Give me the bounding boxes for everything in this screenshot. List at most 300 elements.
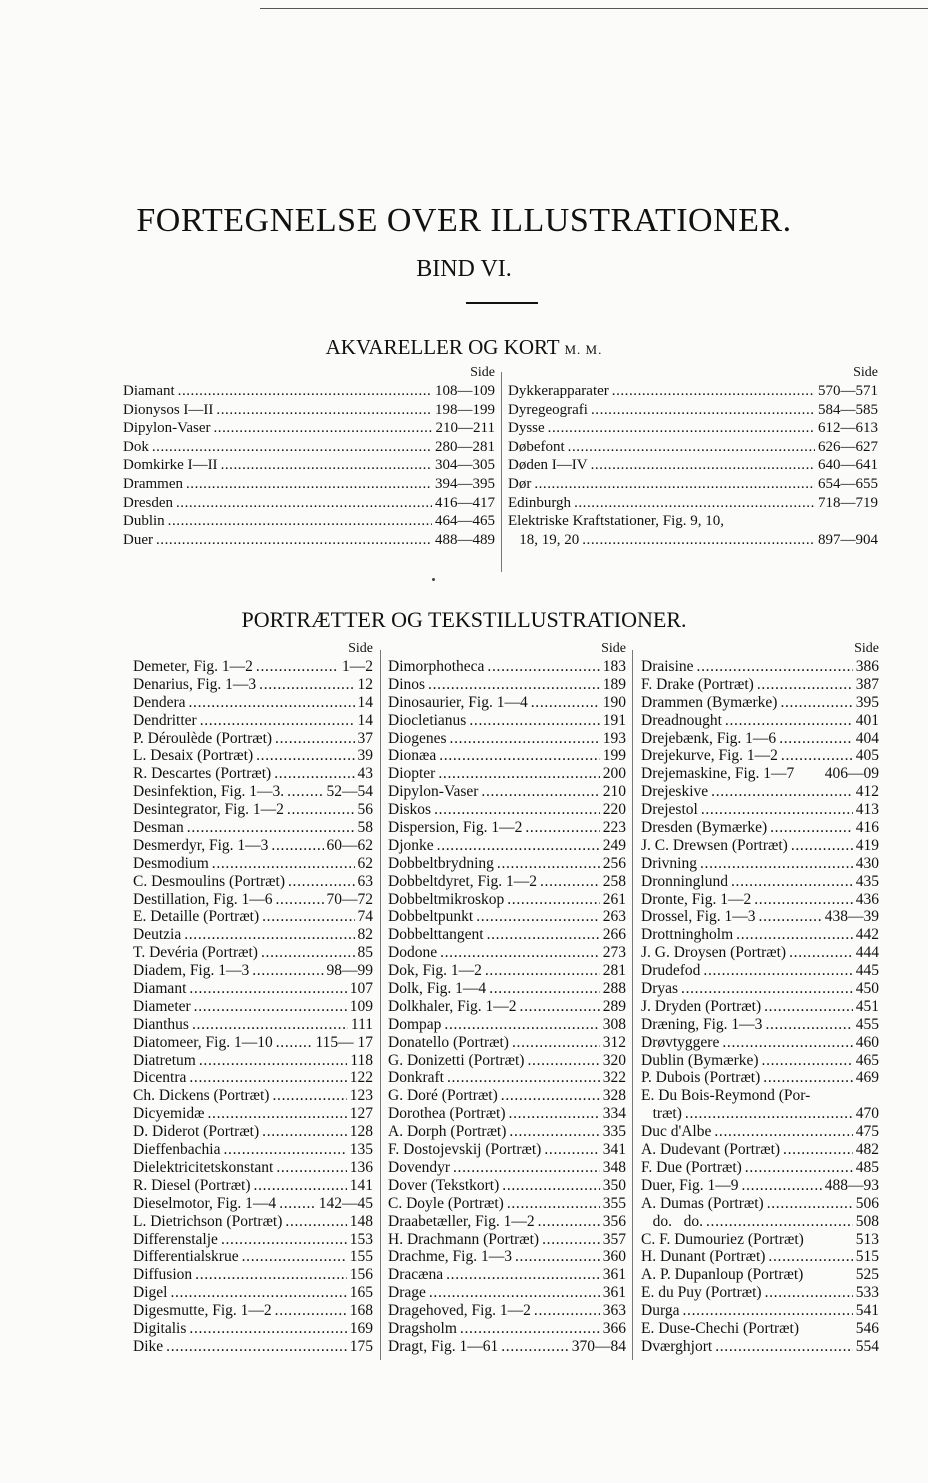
entry-name: C. F. Dumouriez (Portræt) [641,1230,804,1248]
entry-page: 412 [855,783,879,801]
entry-name: F. Dostojevskij (Portræt) [388,1141,542,1159]
dot-leader [742,1177,822,1195]
dot-leader [538,1213,600,1231]
dot-leader [574,494,815,513]
side-label: Side [348,641,373,656]
entry-page: 148 [349,1212,373,1230]
index-entry [508,401,878,420]
page-title: FORTEGNELSE OVER ILLUSTRATIONER. [136,202,792,239]
entry-page: 541 [855,1302,879,1320]
entry-page: 416 [855,819,879,837]
index-entry [133,819,373,837]
entry-name: Dionæa [388,747,437,765]
index-entry [133,1284,373,1302]
spacer [810,1087,879,1105]
index-entry [133,730,373,748]
index-entry [388,837,626,855]
index-entry [641,1016,879,1034]
entry-name: Drøvtyggere [641,1033,720,1051]
entry-page: 70—72 [326,890,373,908]
index-entry [133,783,373,801]
dot-leader [745,1159,853,1177]
dot-leader [460,1320,600,1338]
entry-page: 98—99 [326,962,373,980]
dot-leader [242,1248,347,1266]
entry-name: A. Dudevant (Portræt) [641,1141,781,1159]
dot-leader [213,419,432,438]
entry-page: 122 [349,1069,373,1087]
entry-name: C. Doyle (Portræt) [388,1194,504,1212]
entry-page: 395 [855,693,879,711]
dot-leader [768,1248,852,1266]
entry-name: D. Diderot (Portræt) [133,1123,260,1141]
dot-leader [176,494,432,513]
dot-leader [152,438,432,457]
entry-name: Duer, Fig. 1—9 [641,1176,739,1194]
dot-leader [765,1284,853,1302]
index-entry [133,747,373,765]
entry-page: 14 [357,693,373,711]
entry-page: 435 [855,872,879,890]
index-entry [641,1248,879,1266]
index-entry [133,908,373,926]
index-entry [641,1034,879,1052]
dot-leader [681,980,853,998]
entry-page: 266 [602,926,626,944]
dot-leader [544,1141,599,1159]
portraetter-heading: PORTRÆTTER OG TEKSTILLUSTRATIONER. [241,607,687,632]
dot-leader [170,1284,346,1302]
entry-page: 308 [602,1015,626,1033]
index-entry [388,730,626,748]
dot-leader [757,676,853,694]
entry-name: Dublin (Bymærke) [641,1051,759,1069]
index-entry [133,712,373,730]
dot-leader [531,694,600,712]
entry-page: 464—465 [435,513,495,530]
index-entry [641,747,879,765]
index-entry [388,765,626,783]
index-entry [388,962,626,980]
index-entry [641,908,879,926]
index-entry [123,512,495,531]
dot-leader [156,531,432,550]
entry-page: 416—417 [435,494,495,511]
index-entry [123,456,495,475]
entry-page: 74 [357,908,373,926]
entry-page: 515 [855,1248,879,1266]
column-separator [632,650,633,1360]
entry-name: Dovendyr [388,1158,450,1176]
index-entry [388,873,626,891]
index-entry [133,765,373,783]
index-entry [641,694,879,712]
entry-page: 654—655 [818,475,878,492]
entry-page: 405 [855,747,879,765]
dot-leader [701,801,853,819]
index-entry [641,837,879,855]
index-entry [388,1248,626,1266]
entry-name: Donkraft [388,1069,444,1087]
entry-page: 220 [602,801,626,819]
index-entry [641,1177,879,1195]
entry-name: Dinos [388,675,426,693]
dot-leader [754,891,853,909]
entry-name: Digesmutte, Fig. 1—2 [133,1302,272,1320]
entry-name: Differentialskrue [133,1248,239,1266]
entry-name: Drossel, Fig. 1—3 [641,908,756,926]
entry-name: Dolkhaler, Fig. 1—2 [388,997,517,1015]
dot-leader [221,456,432,475]
dot-leader [261,944,355,962]
dot-leader [781,747,853,765]
dot-leader [194,998,347,1016]
index-entry [641,730,879,748]
entry-page: 198—199 [435,401,495,418]
dot-leader [540,873,600,891]
entry-page: 488—489 [435,531,495,548]
entry-page: 508 [855,1212,879,1230]
index-entry [123,475,495,494]
entry-page: 401 [855,711,879,729]
index-entry [133,926,373,944]
entry-page: 118 [350,1051,373,1069]
index-entry [388,1069,626,1087]
index-entry [133,1069,373,1087]
entry-page: 370—84 [571,1337,626,1355]
entry-name: Dobbelttangent [388,926,484,944]
dot-leader [444,1016,599,1034]
side-label: Side [470,365,495,380]
entry-page: 169 [349,1319,373,1337]
entry-page: 223 [602,819,626,837]
entry-name: Dover (Tekstkort) [388,1176,500,1194]
dot-leader [591,401,815,420]
dot-leader [481,783,599,801]
dot-leader [262,908,354,926]
dot-leader [520,998,600,1016]
entry-page: 107 [349,980,373,998]
entry-page: 430 [855,854,879,872]
entry-name: Diamant [123,383,175,399]
index-entry [388,819,626,837]
entry-page: 488—93 [824,1176,879,1194]
entry-name: do. do. [641,1212,703,1230]
entry-page: 199 [602,747,626,765]
dot-leader [515,1248,600,1266]
entry-page: 335 [602,1123,626,1141]
entry-name: 18, 19, 20 [508,531,580,548]
entry-name: F. Due (Portræt) [641,1158,742,1176]
entry-name: J. Dryden (Portræt) [641,997,762,1015]
index-entry [641,1087,879,1105]
entry-page: 386 [855,658,879,675]
index-entry [133,1177,373,1195]
index-entry [388,891,626,909]
entry-page: 436 [855,890,879,908]
entry-name: Dielektricitetskonstant [133,1158,274,1176]
dot-leader [189,694,355,712]
entry-name: Dronninglund [641,872,728,890]
entry-name: Dragt, Fig. 1—61 [388,1337,499,1355]
index-entry [388,1302,626,1320]
dot-leader [192,1016,348,1034]
dot-leader [429,1284,600,1302]
dot-leader [200,712,355,730]
index-entry [388,1016,626,1034]
dot-leader [736,926,853,944]
entry-page: 168 [349,1302,373,1320]
entry-page: 189 [602,675,626,693]
entry-name: Dresden (Bymærke) [641,819,768,837]
index-entry [388,747,626,765]
entry-page: 404 [855,729,879,747]
index-entry [133,1338,373,1356]
dot-leader [437,837,600,855]
index-entry [388,998,626,1016]
dot-leader [276,1159,346,1177]
index-entry [133,1213,373,1231]
dot-leader [186,475,432,494]
entry-page: 348 [602,1158,626,1176]
spacer [803,1266,855,1284]
index-entry [508,456,878,475]
dot-leader [582,531,815,550]
entry-name: F. Drake (Portræt) [641,675,754,693]
dot-leader [262,1123,347,1141]
index-entry [388,926,626,944]
dot-leader [711,783,853,801]
separator-dot [432,578,435,581]
volume-subtitle: BIND VI. [416,256,512,282]
dot-leader [279,1195,316,1213]
dot-leader [501,1338,569,1356]
entry-name: Diamant [133,980,187,998]
dot-leader [697,658,853,676]
entry-name: Dobbeltbrydning [388,854,494,872]
dot-leader [212,855,355,873]
entry-name: Dykkerapparater [508,383,609,399]
dot-leader [507,891,600,909]
entry-name: Dendritter [133,711,197,729]
entry-name: Desmerdyr, Fig. 1—3 [133,836,269,854]
index-entry [388,1123,626,1141]
entry-page: 210 [602,783,626,801]
index-entry [388,944,626,962]
entry-page: 12 [357,675,373,693]
dot-leader [542,1231,600,1249]
dot-leader [434,801,600,819]
index-entry [641,873,879,891]
entry-name: Ch. Dickens (Portræt) [133,1087,270,1105]
index-entry [133,1141,373,1159]
entry-name: Dragsholm [388,1319,457,1337]
dot-leader [276,891,324,909]
entry-name: Desintegrator, Fig. 1—2 [133,801,284,819]
entry-name: Drejemaskine, Fig. 1—7 [641,765,795,783]
entry-page: 261 [602,890,626,908]
akvareller-heading [0,335,928,360]
index-entry [133,694,373,712]
dot-leader [195,1266,347,1284]
entry-page: 442 [855,926,879,944]
entry-name: Diskos [388,801,432,819]
index-entry [388,676,626,694]
entry-page: 455 [855,1015,879,1033]
index-entry [508,438,878,457]
entry-name: Dorothea (Portræt) [388,1105,506,1123]
entry-page: 60—62 [326,836,373,854]
entry-name: Diocletianus [388,711,467,729]
entry-page: 37 [357,729,373,747]
index-entry [641,801,879,819]
entry-page: 356 [602,1212,626,1230]
index-entry [388,801,626,819]
entry-page: 156 [349,1266,373,1284]
dot-leader [722,1034,852,1052]
entry-page: 626—627 [818,438,878,455]
index-entry [133,873,373,891]
index-entry [641,1069,879,1087]
index-entry [641,783,879,801]
dot-leader [256,747,354,765]
entry-name: Dyregeografi [508,401,588,418]
entry-page: 39 [357,747,373,765]
entry-name: Denarius, Fig. 1—3 [133,675,257,693]
entry-page: 115— 17 [315,1033,373,1051]
column-separator [380,650,381,1360]
dot-leader [256,658,339,676]
entry-name: Dværghjort [641,1337,713,1355]
entry-name: L. Desaix (Portræt) [133,747,254,765]
dot-leader [285,1213,346,1231]
entry-page: 350 [602,1176,626,1194]
entry-page: 460 [855,1033,879,1051]
entry-name: Dobbeltmikroskop [388,890,505,908]
index-entry [133,676,373,694]
entry-name: Dicentra [133,1069,187,1087]
index-entry [508,419,878,438]
entry-name: Drivning [641,854,697,872]
index-entry [388,1034,626,1052]
entry-page: 546 [855,1319,879,1337]
index-entry [133,891,373,909]
dot-leader [534,1302,600,1320]
dot-leader [779,730,853,748]
dot-leader [548,419,815,438]
entry-name: Døbefont [508,438,565,455]
entry-name: Draabetæller, Fig. 1—2 [388,1212,535,1230]
entry-page: 127 [349,1105,373,1123]
entry-name: Deutzia [133,926,182,944]
entry-page: 135 [349,1141,373,1159]
entry-name: P. Déroulède (Portræt) [133,729,273,747]
entry-name: Dok [123,438,149,455]
dot-leader [187,819,355,837]
entry-page: 341 [602,1141,626,1159]
dot-leader [446,1266,600,1284]
index-entry [641,712,879,730]
index-entry [388,908,626,926]
entry-name: Drudefod [641,962,701,980]
entry-page: 554 [855,1337,879,1355]
side-label: Side [601,641,626,656]
entry-page: 175 [349,1337,373,1355]
entry-page: 366 [602,1319,626,1337]
entry-page: 718—719 [818,494,878,511]
entry-name: Digitalis [133,1319,187,1337]
index-entry [641,891,879,909]
entry-name: G. Donizetti (Portræt) [388,1051,525,1069]
entry-name: Drammen [123,475,183,492]
entry-name: Dipylon-Vaser [388,783,479,801]
entry-page: 288 [602,980,626,998]
dot-leader [783,1141,853,1159]
dot-leader [703,962,852,980]
dot-leader [763,1069,852,1087]
entry-name: Diffusion [133,1266,193,1284]
index-entry [133,1087,373,1105]
index-entry [641,819,879,837]
entry-name: Duc d'Albe [641,1123,712,1141]
entry-name: Drejestol [641,801,698,819]
entry-name: Dieffenbachia [133,1141,221,1159]
entry-name: Dok, Fig. 1—2 [388,962,482,980]
index-entry [508,475,878,494]
dot-leader [501,1087,600,1105]
entry-name: Dicyemidæ [133,1105,205,1123]
index-entry [641,1284,879,1302]
entry-page: 14 [357,711,373,729]
dot-leader [288,873,355,891]
entry-name: G. Doré (Portræt) [388,1087,498,1105]
entry-name: Djonke [388,836,434,854]
dot-leader [216,401,432,420]
dot-leader [438,765,599,783]
index-entry [641,855,879,873]
index-entry [388,783,626,801]
entry-page: 533 [855,1284,879,1302]
dot-leader [189,980,346,998]
dot-leader [685,1105,853,1123]
index-entry [388,1231,626,1249]
index-entry [123,438,495,457]
dot-leader [489,980,600,998]
index-entry [641,1213,879,1231]
dot-leader [184,926,354,944]
entry-page: 108—109 [435,383,495,399]
entry-page: 640—641 [818,457,878,474]
entry-page: 361 [602,1266,626,1284]
entry-name: P. Dubois (Portræt) [641,1069,761,1087]
entry-name: Diameter [133,997,191,1015]
entry-page: 58 [357,819,373,837]
entry-name: Dryas [641,980,679,998]
column-separator [501,372,502,572]
entry-name: A. Dumas (Portræt) [641,1194,764,1212]
entry-name: Drage [388,1284,426,1302]
entry-name: Dysse [508,420,545,437]
dot-leader [189,1320,346,1338]
entry-page: 360 [602,1248,626,1266]
entry-name: Drammen (Bymærke) [641,693,778,711]
portraetter-column-3 [641,640,879,1356]
entry-page: 256 [602,854,626,872]
index-entry [388,1213,626,1231]
entry-page: 52—54 [326,783,373,801]
dot-leader [714,1123,852,1141]
entry-name: Drottningholm [641,926,734,944]
